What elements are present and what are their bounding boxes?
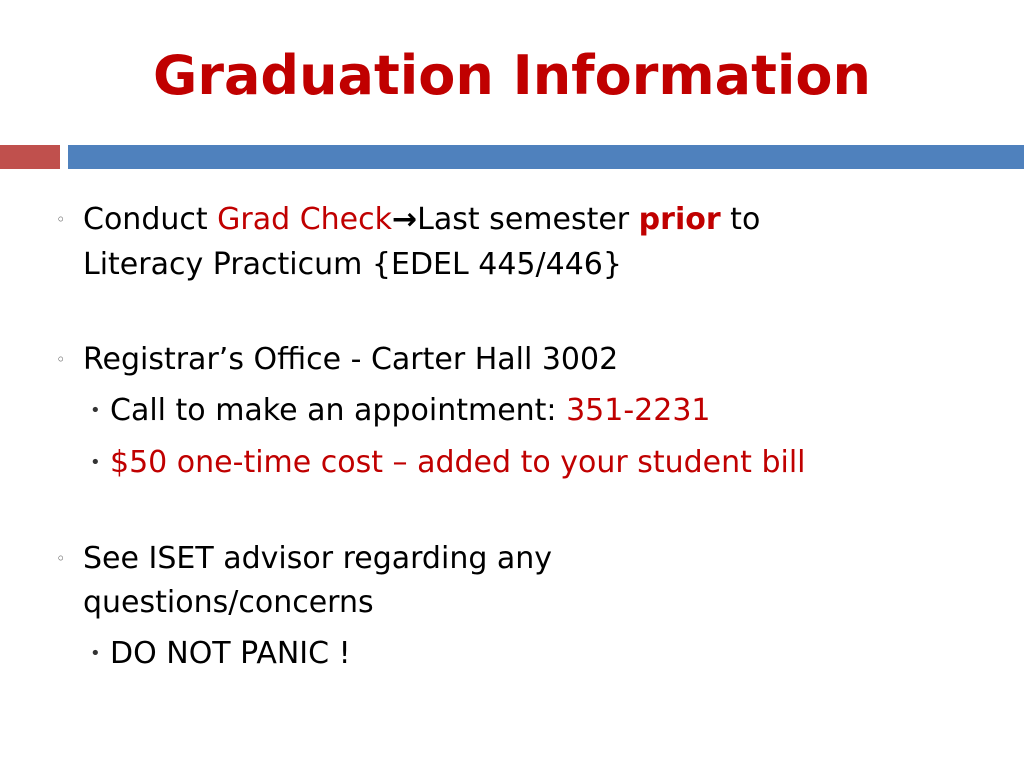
sub-bullet-marker-3-1: • bbox=[90, 643, 101, 664]
bullet-marker-2: ◦ bbox=[56, 350, 66, 369]
bullet-3-line-1: See ISET advisor regarding any bbox=[83, 541, 553, 576]
bullet-1-line-2: Literacy Practicum {EDEL 445/446} bbox=[83, 247, 622, 282]
bullet-1-prefix: Conduct bbox=[83, 202, 218, 237]
sub-bullet-2-2: $50 one-time cost – added to your student bill bbox=[110, 445, 806, 480]
phone-number: 351-2231 bbox=[566, 393, 711, 428]
bullet-1-line-1 bbox=[83, 200, 963, 240]
bullet-1-mid: Last semester bbox=[417, 202, 639, 237]
bullet-3-line-2: questions/concerns bbox=[83, 585, 374, 620]
prior-emphasis: prior bbox=[638, 202, 721, 237]
sub-bullet-3-1: DO NOT PANIC ! bbox=[110, 636, 351, 671]
appointment-prefix: Call to make an appointment: bbox=[110, 393, 567, 428]
bullet-marker-1: ◦ bbox=[56, 210, 66, 229]
sub-bullet-marker-2-1: • bbox=[90, 400, 101, 421]
slide-title: Graduation Information bbox=[153, 44, 871, 107]
bullet-2-text: Registrar’s Office - Carter Hall 3002 bbox=[83, 342, 619, 377]
bullet-1-suffix: to bbox=[720, 202, 761, 237]
sub-bullet-marker-2-2: • bbox=[90, 452, 101, 473]
grad-check-text: Grad Check bbox=[217, 202, 393, 237]
bullet-marker-3: ◦ bbox=[56, 549, 66, 568]
sub-bullet-2-1 bbox=[110, 391, 990, 431]
right-arrow-icon: → bbox=[392, 202, 418, 237]
